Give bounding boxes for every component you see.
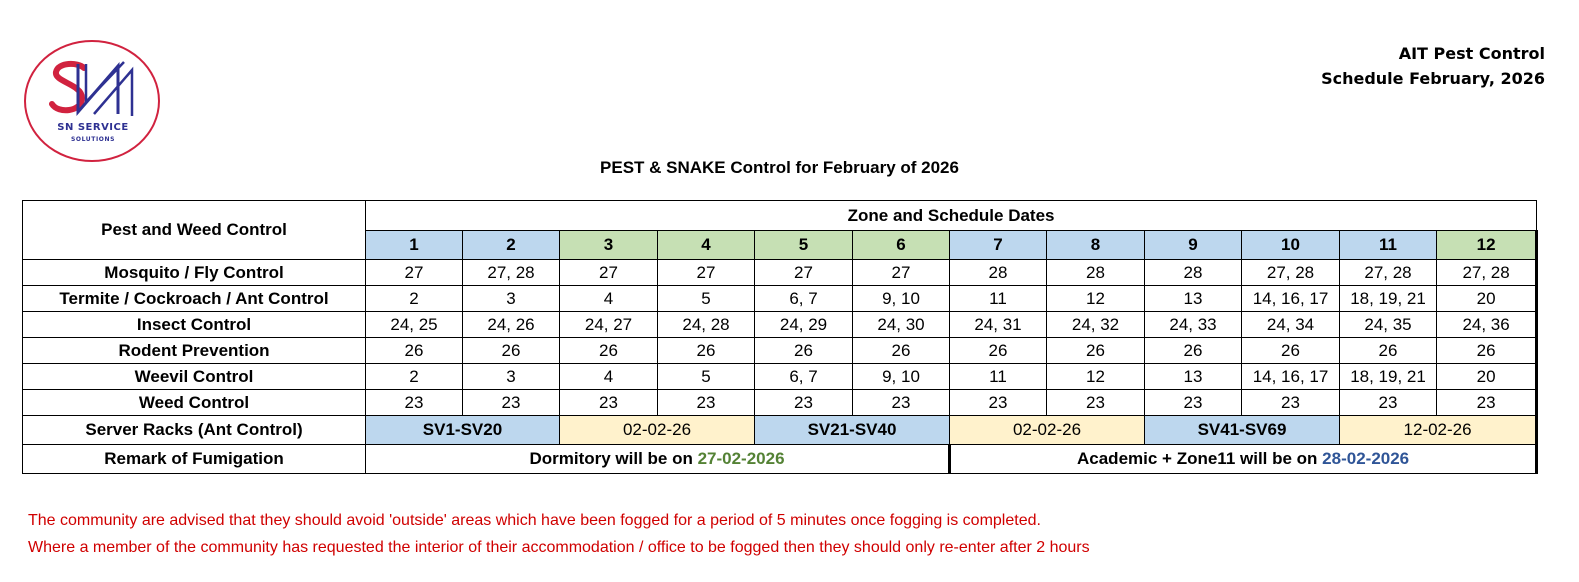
academic-text: Academic + Zone11 will be on <box>1077 449 1323 468</box>
schedule-cell: 26 <box>755 338 853 364</box>
schedule-cell: 24, 32 <box>1047 312 1145 338</box>
schedule-cell: 27 <box>755 260 853 286</box>
schedule-cell: 27 <box>853 260 950 286</box>
row-label: Weed Control <box>23 390 366 416</box>
zone-header-9: 9 <box>1145 231 1242 260</box>
schedule-cell: 24, 35 <box>1340 312 1437 338</box>
fumigation-label: Remark of Fumigation <box>23 445 366 474</box>
zone-header-12: 12 <box>1437 231 1537 260</box>
schedule-cell: 27 <box>658 260 755 286</box>
schedule-cell: 23 <box>1242 390 1340 416</box>
rack-range-3: SV41-SV69 <box>1145 416 1340 445</box>
table-row <box>23 312 1537 338</box>
schedule-cell: 14, 16, 17 <box>1242 364 1340 390</box>
fumigation-row <box>23 445 1537 474</box>
schedule-cell: 18, 19, 21 <box>1340 364 1437 390</box>
schedule-cell: 27 <box>560 260 658 286</box>
schedule-cell: 23 <box>658 390 755 416</box>
schedule-cell: 23 <box>950 390 1047 416</box>
note-outside: The community are advised that they should avoid 'outside' areas which have been fogged for a period of 5 minutes once fogging is completed. <box>28 512 1041 529</box>
schedule-cell: 26 <box>560 338 658 364</box>
table-row <box>23 390 1537 416</box>
row-label: Termite / Cockroach / Ant Control <box>23 286 366 312</box>
schedule-cell: 28 <box>1145 260 1242 286</box>
schedule-cell: 9, 10 <box>853 364 950 390</box>
sn-logo-icon <box>48 58 138 120</box>
rack-range-2: SV21-SV40 <box>755 416 950 445</box>
schedule-cell: 13 <box>1145 286 1242 312</box>
schedule-cell: 26 <box>1145 338 1242 364</box>
academic-date: 28-02-2026 <box>1322 449 1410 468</box>
schedule-cell: 14, 16, 17 <box>1242 286 1340 312</box>
schedule-cell: 26 <box>1047 338 1145 364</box>
dormitory-date: 27-02-2026 <box>697 449 785 468</box>
schedule-cell: 13 <box>1145 364 1242 390</box>
zone-header-3: 3 <box>560 231 658 260</box>
schedule-cell: 20 <box>1437 364 1537 390</box>
schedule-cell: 26 <box>853 338 950 364</box>
schedule-cell: 6, 7 <box>755 286 853 312</box>
header-schedule: Schedule February, 2026 <box>1321 69 1545 88</box>
schedule-cell: 23 <box>1437 390 1537 416</box>
schedule-table <box>22 200 1538 474</box>
schedule-cell: 27, 28 <box>1437 260 1537 286</box>
academic-remark <box>950 445 1537 474</box>
schedule-cell: 28 <box>1047 260 1145 286</box>
zone-header-7: 7 <box>950 231 1047 260</box>
table-row <box>23 260 1537 286</box>
row-label: Rodent Prevention <box>23 338 366 364</box>
table-row <box>23 286 1537 312</box>
schedule-cell: 24, 26 <box>463 312 560 338</box>
schedule-cell: 3 <box>463 286 560 312</box>
schedule-cell: 28 <box>950 260 1047 286</box>
page-title: PEST & SNAKE Control for February of 2026 <box>600 158 959 177</box>
zone-header-10: 10 <box>1242 231 1340 260</box>
schedule-rows <box>23 260 1537 416</box>
schedule-cell: 26 <box>1437 338 1537 364</box>
schedule-cell: 11 <box>950 364 1047 390</box>
schedule-cell: 12 <box>1047 364 1145 390</box>
schedule-cell: 23 <box>366 390 463 416</box>
schedule-cell: 4 <box>560 364 658 390</box>
zone-header-11: 11 <box>1340 231 1437 260</box>
schedule-cell: 24, 27 <box>560 312 658 338</box>
schedule-cell: 24, 29 <box>755 312 853 338</box>
schedule-cell: 26 <box>463 338 560 364</box>
rack-date-1: 02-02-26 <box>560 416 755 445</box>
logo-name: SN SERVICE <box>57 122 129 133</box>
schedule-cell: 23 <box>560 390 658 416</box>
schedule-cell: 11 <box>950 286 1047 312</box>
row-label: Mosquito / Fly Control <box>23 260 366 286</box>
dormitory-remark <box>366 445 950 474</box>
schedule-cell: 23 <box>1047 390 1145 416</box>
schedule-cell: 26 <box>658 338 755 364</box>
rack-date-3: 12-02-26 <box>1340 416 1537 445</box>
schedule-cell: 24, 33 <box>1145 312 1242 338</box>
schedule-cell: 26 <box>1242 338 1340 364</box>
community-notes <box>28 507 1090 561</box>
schedule-cell: 27, 28 <box>1340 260 1437 286</box>
schedule-cell: 5 <box>658 364 755 390</box>
schedule-cell: 23 <box>755 390 853 416</box>
document-header <box>1321 41 1545 91</box>
zone-header-1: 1 <box>366 231 463 260</box>
row-label: Weevil Control <box>23 364 366 390</box>
schedule-cell: 27 <box>366 260 463 286</box>
row-label: Insect Control <box>23 312 366 338</box>
header-org: AIT Pest Control <box>1398 44 1545 63</box>
schedule-cell: 23 <box>853 390 950 416</box>
zone-header-5: 5 <box>755 231 853 260</box>
schedule-cell: 23 <box>463 390 560 416</box>
schedule-cell: 20 <box>1437 286 1537 312</box>
logo-subname: SOLUTIONS <box>70 136 116 143</box>
table-row <box>23 338 1537 364</box>
server-racks-row <box>23 416 1537 445</box>
zone-header-6: 6 <box>853 231 950 260</box>
schedule-cell: 9, 10 <box>853 286 950 312</box>
schedule-cell: 26 <box>366 338 463 364</box>
schedule-cell: 24, 31 <box>950 312 1047 338</box>
schedule-cell: 24, 34 <box>1242 312 1340 338</box>
schedule-cell: 3 <box>463 364 560 390</box>
sn-service-logo <box>24 40 162 164</box>
schedule-cell: 12 <box>1047 286 1145 312</box>
zones-header: Zone and Schedule Dates <box>366 201 1537 231</box>
dormitory-text: Dormitory will be on <box>529 449 698 468</box>
schedule-cell: 26 <box>950 338 1047 364</box>
schedule-cell: 24, 28 <box>658 312 755 338</box>
table-row <box>23 364 1537 390</box>
schedule-cell: 24, 36 <box>1437 312 1537 338</box>
schedule-cell: 27, 28 <box>463 260 560 286</box>
schedule-cell: 23 <box>1340 390 1437 416</box>
schedule-cell: 6, 7 <box>755 364 853 390</box>
note-interior: Where a member of the community has requested the interior of their accommodation / office to be fogged then they should only re-enter after 2 hours <box>28 539 1090 556</box>
schedule-cell: 2 <box>366 364 463 390</box>
rack-range-1: SV1-SV20 <box>366 416 560 445</box>
schedule-cell: 23 <box>1145 390 1242 416</box>
zone-header-4: 4 <box>658 231 755 260</box>
schedule-cell: 27, 28 <box>1242 260 1340 286</box>
schedule-cell: 5 <box>658 286 755 312</box>
zone-header-8: 8 <box>1047 231 1145 260</box>
schedule-cell: 26 <box>1340 338 1437 364</box>
server-racks-label: Server Racks (Ant Control) <box>23 416 366 445</box>
schedule-cell: 24, 30 <box>853 312 950 338</box>
corner-header: Pest and Weed Control <box>23 201 366 260</box>
schedule-cell: 18, 19, 21 <box>1340 286 1437 312</box>
rack-date-2: 02-02-26 <box>950 416 1145 445</box>
schedule-cell: 24, 25 <box>366 312 463 338</box>
schedule-cell: 4 <box>560 286 658 312</box>
zone-header-2: 2 <box>463 231 560 260</box>
schedule-cell: 2 <box>366 286 463 312</box>
